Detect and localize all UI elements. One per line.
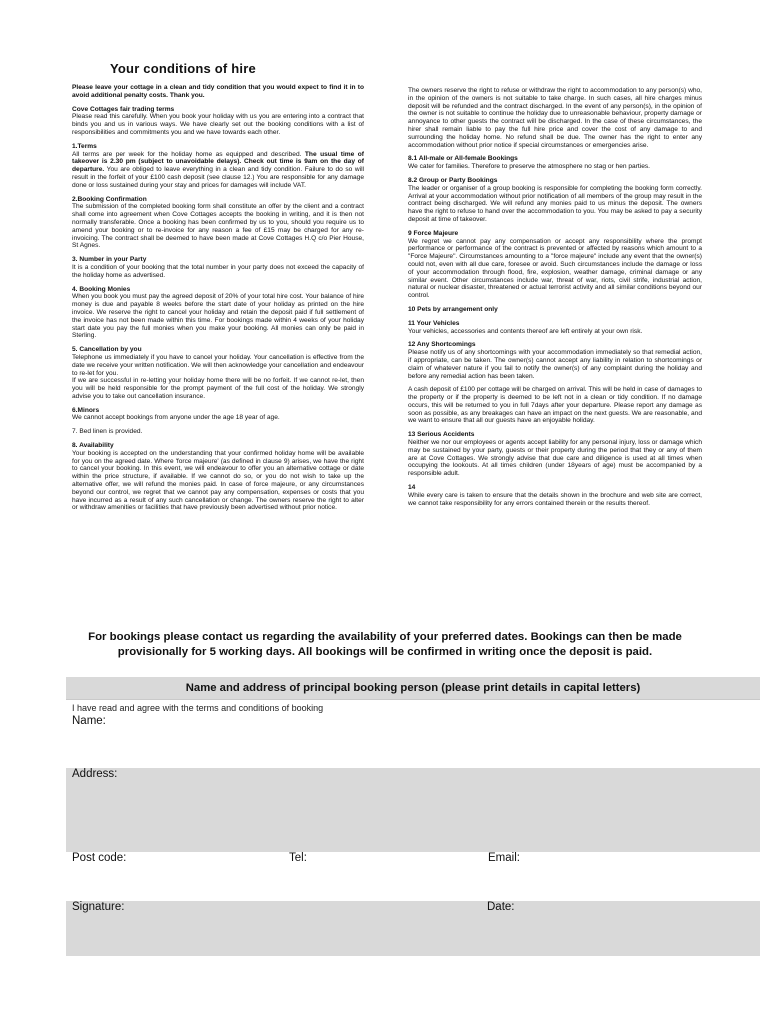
section-heading: 13 Serious Accidents [408, 431, 475, 439]
section-text: The leader or organiser of a group booking is responsible for completing the booking form correctly. Arrival at your accommodation without prior notification of all members of the group may result in the contract being discharged. We will refund any monies paid to us minus the deposit. The owners have the right to refuse to hand over the accommodation to you. You may be asked to pay a security deposit at time of takeover. [408, 184, 702, 223]
agree-statement: I have read and agree with the terms and conditions of booking [72, 703, 324, 713]
section-text: The owners reserve the right to refuse or withdraw the right to accommodation to any person(s) who, in the opinion of the owners is not suitable to take charge. In such cases, all hire charges minus deposit will be refunded and the contract discharged. In the event of any person(s), in the opinion of the owner is not suitable to continue the holiday due to unreasonable behaviour, property damage or annoyance to other guests the contract will be discharged. In the case of these circumstances, the hirer shall remain liable to pay the full hire price and cover the cost of any damage to and surrounding the holiday home. No refund shall be due. The owner has the right to enter any accommodation without prior notice if special circumstances or emergencies arise. [408, 87, 702, 149]
section-text: Your booking is accepted on the understanding that your confirmed holiday home will be available for you on the agreed date. Where 'force majeure' (as defined in clause 9) arises, we have the right to cancel your booking. In this event, we will endeavour to offer you an alternative cottage or date within the price structure, if available. If we cannot do so, or you do not wish to take up the alternative offer, we will refund the monies paid. In case of force majeure, or any circumstances beyond our control, we regret that we cannot pay any compensation, expenses or costs that you have incurred as a result of any such cancellation or change. The owners reserve the right to alter or withdraw amenities or facilities that have previously been advertised without prior notice. [72, 449, 364, 512]
date-label: Date: [487, 901, 515, 913]
section-fair-trading [72, 106, 364, 137]
section-text: While every care is taken to ensure that the details shown in the brochure and web site are correct, we cannot take responsibility for any errors contained therein or the results thereof. [408, 491, 702, 507]
booking-form [66, 677, 760, 956]
section-heading: 8.1 All-male or All-female Bookings [408, 155, 518, 163]
section-owners-rights [408, 87, 702, 149]
section-cancellation [72, 346, 364, 401]
conditions-left-column [72, 84, 364, 518]
section-heading: 2.Booking Confirmation [72, 195, 147, 203]
section-booking-monies [72, 286, 364, 341]
section-14 [408, 484, 702, 507]
section-heading: 6.Minors [72, 406, 100, 414]
section-heading: 14 [408, 484, 416, 492]
intro-note: Please leave your cottage in a clean and tidy condition that you would expect to find it in to avoid additional penalty costs. Thank you. [72, 84, 364, 99]
postcode-label: Post code: [72, 852, 127, 864]
address-row[interactable] [66, 768, 760, 852]
section-serious-accidents [408, 431, 702, 478]
contact-details-row[interactable] [66, 852, 760, 901]
section-heading: Cove Cottages fair trading terms [72, 105, 175, 113]
section-party [72, 256, 364, 279]
section-force-majeure [408, 230, 702, 300]
section-heading: 1.Terms [72, 142, 97, 150]
section-heading: 9 Force Majeure [408, 229, 459, 237]
email-label: Email: [488, 852, 520, 864]
conditions-right-column [408, 87, 702, 513]
signature-label: Signature: [72, 901, 125, 913]
section-booking-confirmation [72, 196, 364, 251]
section-all-male-female [408, 155, 702, 171]
section-terms [72, 143, 364, 190]
section-text: If we are successful in re-letting your holiday home there will be no forfeit. If we cannot re-let, then you will be held responsible for the prompt payment of the full cost of the holiday. We strongly advise you to take out cancellation insurance. [72, 377, 364, 400]
section-text: Please read this carefully. When you book your holiday with us you are entering into a contract that binds you and us in various ways. We have clearly set out the booking conditions with a list of responsibilities and commitments you and we have towards each other. [72, 113, 364, 136]
section-text: A cash deposit of £100 per cottage will be charged on arrival. This will be held in case of damages to the property or if the property is deemed to be left not in a clean or tidy condition. If no damage occurs, this will be returned to you in full 7days after your departure. Please report any damage as soon as possible, as any breakages can have an impact on the next guests. We are reasonable, and we want to ensure that all our guests have an enjoyable holiday. [408, 386, 702, 425]
section-text: Telephone us immediately if you have to cancel your holiday. Your cancellation is effective from the date we receive your written notification. We will then acknowledge your cancellation and endeavour to re-let for you. [72, 353, 365, 377]
section-text: Your vehicles, accessories and contents thereof are left entirely at your own risk. [408, 327, 643, 335]
section-text: When you book you must pay the agreed deposit of 20% of your total hire cost. Your balance of hire money is due and payable 8 weeks before the start date of your holiday as printed on the hire invoice. We reserve the right to cancel your holiday and retain the deposit paid if full settlement of the invoice has not been made within this time. For bookings made within 4 weeks of your holiday start date you pay the full monies when you make your booking. All monies can only be paid in Sterling. [72, 293, 364, 340]
tel-label: Tel: [289, 852, 307, 864]
section-shortcomings [408, 341, 702, 425]
section-heading: 8.2 Group or Party Bookings [408, 176, 498, 184]
section-text: Please notify us of any shortcomings with your accommodation immediately so that remedial action, if appropriate, can be taken. The owner(s) cannot accept any liability in relation to shortcomings or claim of whatever nature if you fail to notify the owner(s) of any complaint during the holiday and before any remedial action has been taken. [408, 349, 702, 380]
section-group-bookings [408, 177, 702, 224]
section-bed-linen [72, 428, 364, 436]
section-heading: 10 Pets by arrangement only [408, 305, 498, 313]
section-text: 7. Bed linen is provided. [72, 428, 143, 436]
booking-contact-notice: For bookings please contact us regarding the availability of your preferred dates. Bookings can then be made provisionally for 5 working days. All bookings will be confirmed in writing once the deposit is paid. [88, 631, 682, 658]
section-text: Neither we nor our employees or agents accept liability for any personal injury, loss or damage which may be sustained by your party, guests or their property during the period that they or any of them are at Cove Cottages. We strongly advise that due care and diligence is used at all times when occupying the lookouts. At all times children (under 18years of age) must be accompanied by a responsible adult. [408, 439, 702, 478]
section-vehicles [408, 320, 702, 336]
terms-text-bold: The usual time of takeover is 2.30 pm (subject to unavoidable delays). Check out time is 9am on the day of departure. [72, 150, 364, 174]
signature-row[interactable] [66, 901, 760, 956]
section-text: We cannot accept bookings from anyone under the age 18 year of age. [72, 414, 280, 422]
form-header: Name and address of principal booking person (please print details in capital letters) [66, 677, 760, 700]
section-pets [408, 306, 702, 314]
section-text [72, 151, 364, 190]
section-text: We cater for families. Therefore to preserve the atmosphere no stag or hen parties. [408, 163, 651, 171]
name-row[interactable] [66, 700, 760, 768]
section-heading: 4. Booking Monies [72, 285, 131, 293]
terms-text-a: All terms are per week for the holiday home as equipped and described. [72, 150, 302, 158]
section-availability [72, 442, 364, 512]
address-label: Address: [72, 768, 118, 780]
page-title: Your conditions of hire [110, 61, 256, 76]
section-text: It is a condition of your booking that the total number in your party does not exceed the capacity of the holiday home as advertised. [72, 263, 364, 279]
terms-text-b: You are obliged to leave everything in a clean and tidy condition. Failure to do so will result in the forfeit of your £100 cash deposit (see clause 12.) You are responsible for any damage done or loss sustained during your stay and prices for damages will include VAT. [72, 166, 364, 189]
section-heading: 5. Cancellation by you [72, 346, 142, 354]
section-heading: 8. Availability [72, 442, 114, 450]
section-minors [72, 407, 364, 423]
section-text: We regret we cannot pay any compensation or accept any responsibility where the prompt performance or performance of the contract is prevented or affected by reasons which amount to a "Force Majeure". Circumstances amounting to a "force majeure" include any event that the owner(s) could not, even with all due care, foresee or avoid. Such circumstances include the damage or loss of your accommodation through flood, fire, explosion, weather damage, criminal damage or any similar event. Other circumstances include war, threat of war, riots, civil strife, industrial action, natural or nuclear disaster, threatened or actual terrorist activity and all similar conditions beyond our control. [408, 237, 702, 300]
name-label: Name: [72, 715, 106, 727]
section-heading: 3. Number in your Party [72, 256, 147, 264]
section-heading: 11 Your Vehicles [408, 319, 460, 327]
section-text: The submission of the completed booking form shall constitute an offer by the client and a contract shall come into agreement when Cove Cottages accepts the booking in writing, and it is then not normally transferable. Once a booking has been confirmed by us to you, should you require us to amend your booking or to re-invoice for any reason a fee of £15 may be charged for any re-invoicing. The contract shall be deemed to have been made at Cove Cottages H.Q c/o Pier House, St Agnes. [72, 203, 364, 250]
section-heading: 12 Any Shortcomings [408, 341, 476, 349]
